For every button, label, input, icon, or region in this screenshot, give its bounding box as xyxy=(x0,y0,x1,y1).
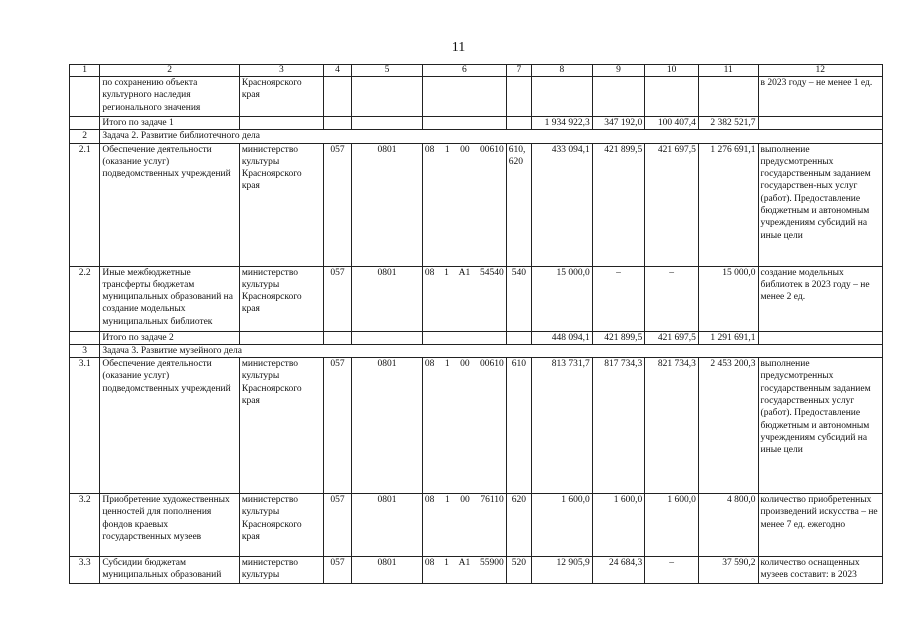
value-cell: – xyxy=(645,557,699,584)
activity-name: Обеспечение деятельности (оказание услуг) подведомственных учреждений xyxy=(100,143,240,266)
csr-part: 00 xyxy=(460,495,470,506)
value-cell: 12 905,9 xyxy=(532,557,593,584)
csr-part: 08 xyxy=(424,144,435,155)
task-number: 2 xyxy=(70,130,100,143)
rzpr-code: 0801 xyxy=(352,358,423,494)
csr-part: 1 xyxy=(444,359,450,370)
value-cell: 100 407,4 xyxy=(645,117,699,130)
col-header: 9 xyxy=(592,65,645,77)
agency-cell: Красноярского края xyxy=(239,77,323,117)
col-header: 3 xyxy=(239,65,323,77)
result-cell: в 2023 году – не менее 1 ед. xyxy=(758,77,882,117)
value-cell: 433 094,1 xyxy=(532,143,593,266)
csr-part: 1 xyxy=(444,495,450,506)
value-cell: – xyxy=(592,266,645,331)
value-cell: 1 934 922,3 xyxy=(532,117,593,130)
vr-code: 610 xyxy=(506,358,531,494)
value-cell: 347 192,0 xyxy=(592,117,645,130)
agency-cell: министерство культуры Красноярского края xyxy=(239,266,323,331)
agency-cell: министерство культуры Красноярского края xyxy=(239,358,323,494)
subtotal-row xyxy=(70,117,883,130)
value-cell: 2 453 200,3 xyxy=(698,358,758,494)
csr-code xyxy=(422,557,506,584)
value-cell: 24 684,3 xyxy=(592,557,645,584)
page-number: 11 xyxy=(451,40,466,55)
value-cell: 1 600,0 xyxy=(645,494,699,557)
col-header: 10 xyxy=(645,65,699,77)
task-row xyxy=(70,130,883,143)
value-cell: 37 590,2 xyxy=(698,557,758,584)
agency-cell: министерство культуры Красноярского края xyxy=(239,143,323,266)
csr-part: 08 xyxy=(424,558,435,569)
task-title: Задача 3. Развитие музейного дела xyxy=(100,344,883,357)
csr-part: 08 xyxy=(424,359,435,370)
activity-name: по сохранению объекта культурного наследия регионального значения xyxy=(100,77,240,117)
subtotal-label: Итого по задаче 1 xyxy=(100,117,240,130)
row-number: 3.3 xyxy=(70,557,100,584)
table-row xyxy=(70,494,883,557)
col-header: 8 xyxy=(532,65,593,77)
grbs-code: 057 xyxy=(323,358,351,494)
rzpr-code: 0801 xyxy=(352,494,423,557)
value-cell: 421 899,5 xyxy=(592,143,645,266)
col-header: 6 xyxy=(422,65,506,77)
agency-cell: министерство культуры Красноярского края xyxy=(239,494,323,557)
value-cell: 817 734,3 xyxy=(592,358,645,494)
value-cell: 813 731,7 xyxy=(532,358,593,494)
csr-part: А1 xyxy=(458,558,471,569)
csr-code xyxy=(422,143,506,266)
budget-table xyxy=(69,64,883,584)
row-number: 2.1 xyxy=(70,143,100,266)
csr-part: 08 xyxy=(424,267,435,278)
col-header: 5 xyxy=(352,65,423,77)
subtotal-row xyxy=(70,331,883,344)
value-cell: 1 600,0 xyxy=(532,494,593,557)
col-header: 2 xyxy=(100,65,240,77)
grbs-code: 057 xyxy=(323,143,351,266)
grbs-code: 057 xyxy=(323,557,351,584)
vr-code: 520 xyxy=(506,557,531,584)
csr-part: А1 xyxy=(458,267,471,278)
value-cell: 421 697,5 xyxy=(645,143,699,266)
csr-part: 00610 xyxy=(480,359,504,370)
subtotal-label: Итого по задаче 2 xyxy=(100,331,240,344)
value-cell: 15 000,0 xyxy=(532,266,593,331)
vr-code: 540 xyxy=(506,266,531,331)
value-cell: 1 276 691,1 xyxy=(698,143,758,266)
col-header: 4 xyxy=(323,65,351,77)
csr-part: 00610 xyxy=(480,144,504,155)
value-cell: 4 800,0 xyxy=(698,494,758,557)
csr-code xyxy=(422,266,506,331)
value-cell: 2 382 521,7 xyxy=(698,117,758,130)
agency-cell: министерство культуры xyxy=(239,557,323,584)
value-cell: 421 697,5 xyxy=(645,331,699,344)
task-row xyxy=(70,344,883,357)
task-title: Задача 2. Развитие библиотечного дела xyxy=(100,130,883,143)
grbs-code: 057 xyxy=(323,266,351,331)
value-cell: 448 094,1 xyxy=(532,331,593,344)
value-cell: 1 600,0 xyxy=(592,494,645,557)
table-row xyxy=(70,266,883,331)
grbs-code: 057 xyxy=(323,494,351,557)
header-row xyxy=(70,65,883,77)
csr-part: 55900 xyxy=(480,558,504,569)
rzpr-code: 0801 xyxy=(352,143,423,266)
csr-code xyxy=(422,358,506,494)
csr-code xyxy=(422,494,506,557)
rzpr-code: 0801 xyxy=(352,266,423,331)
col-header: 1 xyxy=(70,65,100,77)
value-cell: 421 899,5 xyxy=(592,331,645,344)
result-cell: выполнение предусмотренных государственным заданием государственных услуг (работ). Предоставление бюджетным и автономным учреждениям субсидий на иные цели xyxy=(758,358,882,494)
result-cell: количество приобретенных произведений искусства – не менее 7 ед. ежегодно xyxy=(758,494,882,557)
csr-part: 00 xyxy=(460,359,470,370)
activity-name: Обеспечение деятельности (оказание услуг) подведомственных учреждений xyxy=(100,358,240,494)
result-cell: выполнение предусмотренных государственным заданием государствен-ных услуг (работ). Предоставление бюджетным и автономным учреждениям субсидий на иные цели xyxy=(758,143,882,266)
table-row xyxy=(70,557,883,584)
csr-part: 00 xyxy=(460,144,470,155)
csr-part: 1 xyxy=(444,267,449,278)
col-header: 12 xyxy=(758,65,882,77)
vr-code: 610, 620 xyxy=(506,143,531,266)
csr-part: 76110 xyxy=(480,495,504,506)
csr-part: 1 xyxy=(444,144,450,155)
col-header: 11 xyxy=(698,65,758,77)
vr-code: 620 xyxy=(506,494,531,557)
row-number: 3.2 xyxy=(70,494,100,557)
activity-name: Приобретение художественных ценностей для пополнения фондов краевых государственных музеев xyxy=(100,494,240,557)
csr-part: 54540 xyxy=(480,267,504,278)
result-cell: создание модельных библиотек в 2023 году – не менее 2 ед. xyxy=(758,266,882,331)
value-cell: 821 734,3 xyxy=(645,358,699,494)
value-cell: 15 000,0 xyxy=(698,266,758,331)
csr-part: 1 xyxy=(444,558,449,569)
table-row xyxy=(70,143,883,266)
table-row xyxy=(70,77,883,117)
table-row xyxy=(70,358,883,494)
csr-part: 08 xyxy=(424,495,435,506)
task-number: 3 xyxy=(70,344,100,357)
row-number: 3.1 xyxy=(70,358,100,494)
rzpr-code: 0801 xyxy=(352,557,423,584)
row-number: 2.2 xyxy=(70,266,100,331)
result-cell: количество оснащенных музеев составит: в 2023 xyxy=(758,557,882,584)
value-cell: 1 291 691,1 xyxy=(698,331,758,344)
activity-name: Субсидии бюджетам муниципальных образований xyxy=(100,557,240,584)
activity-name: Иные межбюджетные трансферты бюджетам муниципальных образований на создание модельных муниципальных библиотек xyxy=(100,266,240,331)
value-cell: – xyxy=(645,266,699,331)
col-header: 7 xyxy=(506,65,531,77)
